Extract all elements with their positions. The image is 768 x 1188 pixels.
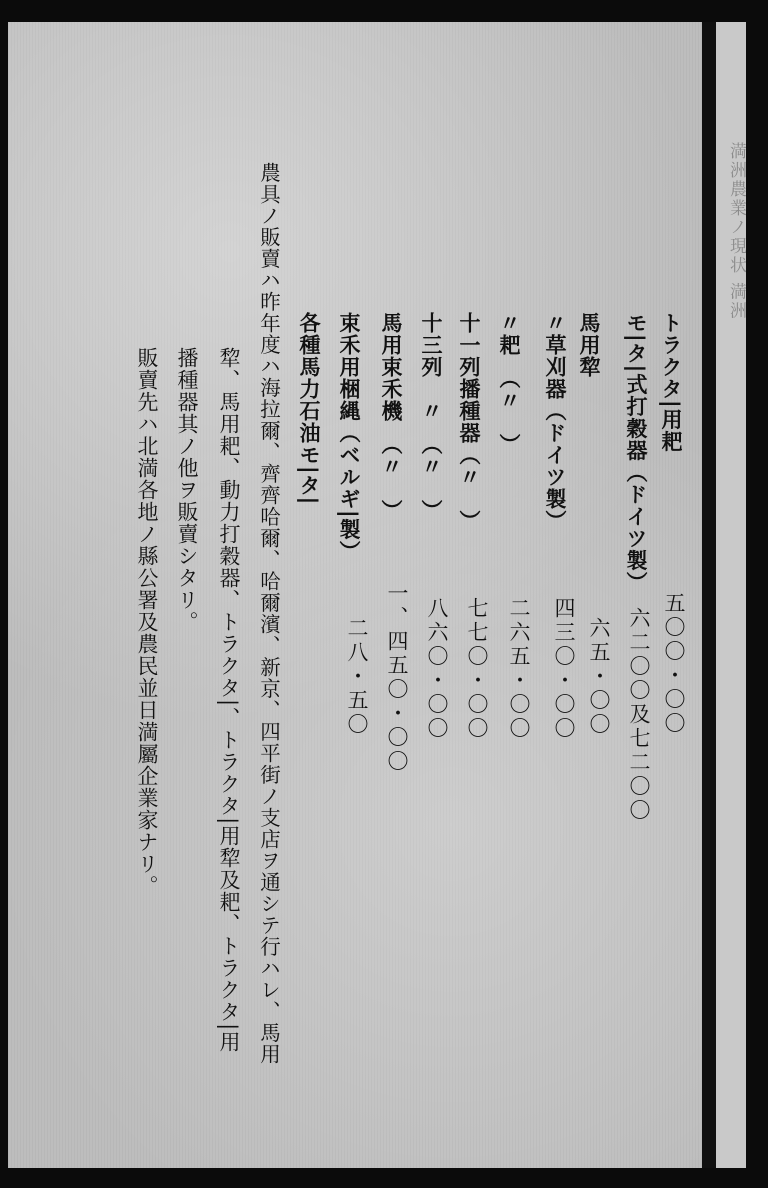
body-text-line: 犂、馬用耙、動力打穀器、トラクタ|、トラクタ|用犂及耙、トラクタ|用 <box>217 347 241 1054</box>
price-value: 二八・五〇 <box>345 617 369 737</box>
price-item: 〃草刈器（ドイツ製） <box>543 312 567 532</box>
price-value: 四三〇・〇〇 <box>552 597 576 741</box>
price-item: モ|タ|式打穀器（ドイツ製） <box>624 312 648 594</box>
price-value: 七七〇・〇〇 <box>465 597 489 741</box>
price-item: 各種馬力石油モ|タ| <box>297 312 321 506</box>
price-value: 六五・〇〇 <box>587 617 611 737</box>
price-item: 十三列 〃 （〃 ） <box>419 312 443 522</box>
page-binding <box>702 22 716 1168</box>
price-item: 馬用束禾機 （〃 ） <box>379 312 403 522</box>
price-value: 五〇〇・〇〇 <box>662 592 686 736</box>
price-value: 一、四五〇・〇〇 <box>385 582 409 774</box>
price-item: 十一列播種器（〃 ） <box>457 312 481 532</box>
price-value: 六二〇〇及七二〇〇 <box>627 607 651 823</box>
price-value: 八六〇・〇〇 <box>425 597 449 741</box>
body-text-line: 播種器其ノ他ヲ販賣シタリ。 <box>175 347 199 633</box>
price-item: トラクタ|用耙 <box>659 312 683 453</box>
body-text-line: 農具ノ販賣ハ昨年度ハ海拉爾、齊齊哈爾、哈爾濱、新京、四平街ノ支店ヲ通シテ行ハレ、馬用 <box>256 162 281 1065</box>
price-value: 二六五・〇〇 <box>507 597 531 741</box>
price-item: 〃耙 （〃 ） <box>497 312 521 456</box>
price-item: 馬用犂 <box>577 312 601 378</box>
price-item: 束禾用梱縄（ベルギ|製） <box>337 312 361 563</box>
body-text-line: 販賣先ハ北満各地ノ縣公署及農民並日満屬企業家ナリ。 <box>135 347 159 897</box>
book-page <box>8 22 746 1168</box>
running-head: 満洲農業ノ現状 満洲 <box>726 142 746 321</box>
